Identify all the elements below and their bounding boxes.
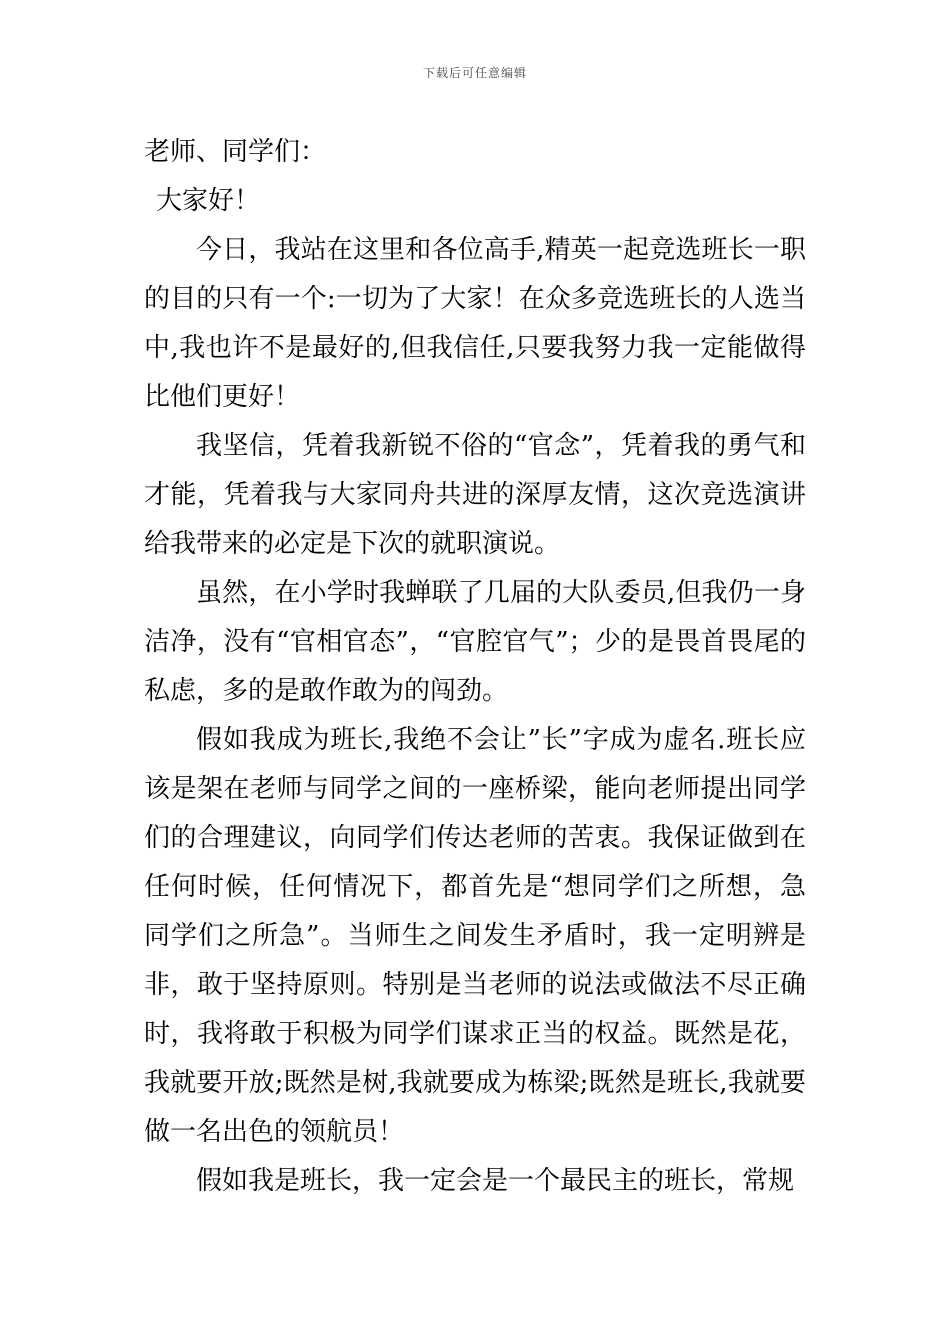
page-header: 下载后可任意编辑 xyxy=(422,66,527,80)
document-body xyxy=(144,128,806,1206)
paragraph: 今日，我站在这里和各位高手,精英一起竞选班长一职的目的只有一个:一切为了大家！在众多竞选班长的人选当中,我也许不是最好的,但我信任,只要我努力我一定能做得比他们更好！ xyxy=(144,235,806,412)
greeting: 大家好！ xyxy=(156,186,261,216)
salutation: 老师、同学们： xyxy=(144,137,327,167)
paragraph: 我坚信，凭着我新锐不俗的“官念”，凭着我的勇气和才能，凭着我与大家同舟共进的深厚友情，这次竞选演讲给我带来的必定是下次的就职演说。 xyxy=(144,431,806,559)
paragraph: 虽然，在小学时我蝉联了几届的大队委员,但我仍一身洁净，没有“官相官态”，“官腔官气”；少的是畏首畏尾的私虑，多的是敢作敢为的闯劲。 xyxy=(144,578,806,706)
paragraph: 假如我成为班长,我绝不会让”长”字成为虚名.班长应该是架在老师与同学之间的一座桥梁，能向老师提出同学们的合理建议，向同学们传达老师的苦衷。我保证做到在任何时候，任何情况下，都首先是“想同学们之所想，急同学们之所急”。当师生之间发生矛盾时，我一定明辨是非，敢于坚持原则。特别是当老师的说法或做法不尽正确时，我将敢于积极为同学们谋求正当的权益。既然是花，我就要开放;既然是树,我就要成为栋梁;既然是班长,我就要做一名出色的领航员！ xyxy=(144,725,806,1147)
paragraph: 假如我是班长，我一定会是一个最民主的班长，常规 xyxy=(196,1166,795,1196)
